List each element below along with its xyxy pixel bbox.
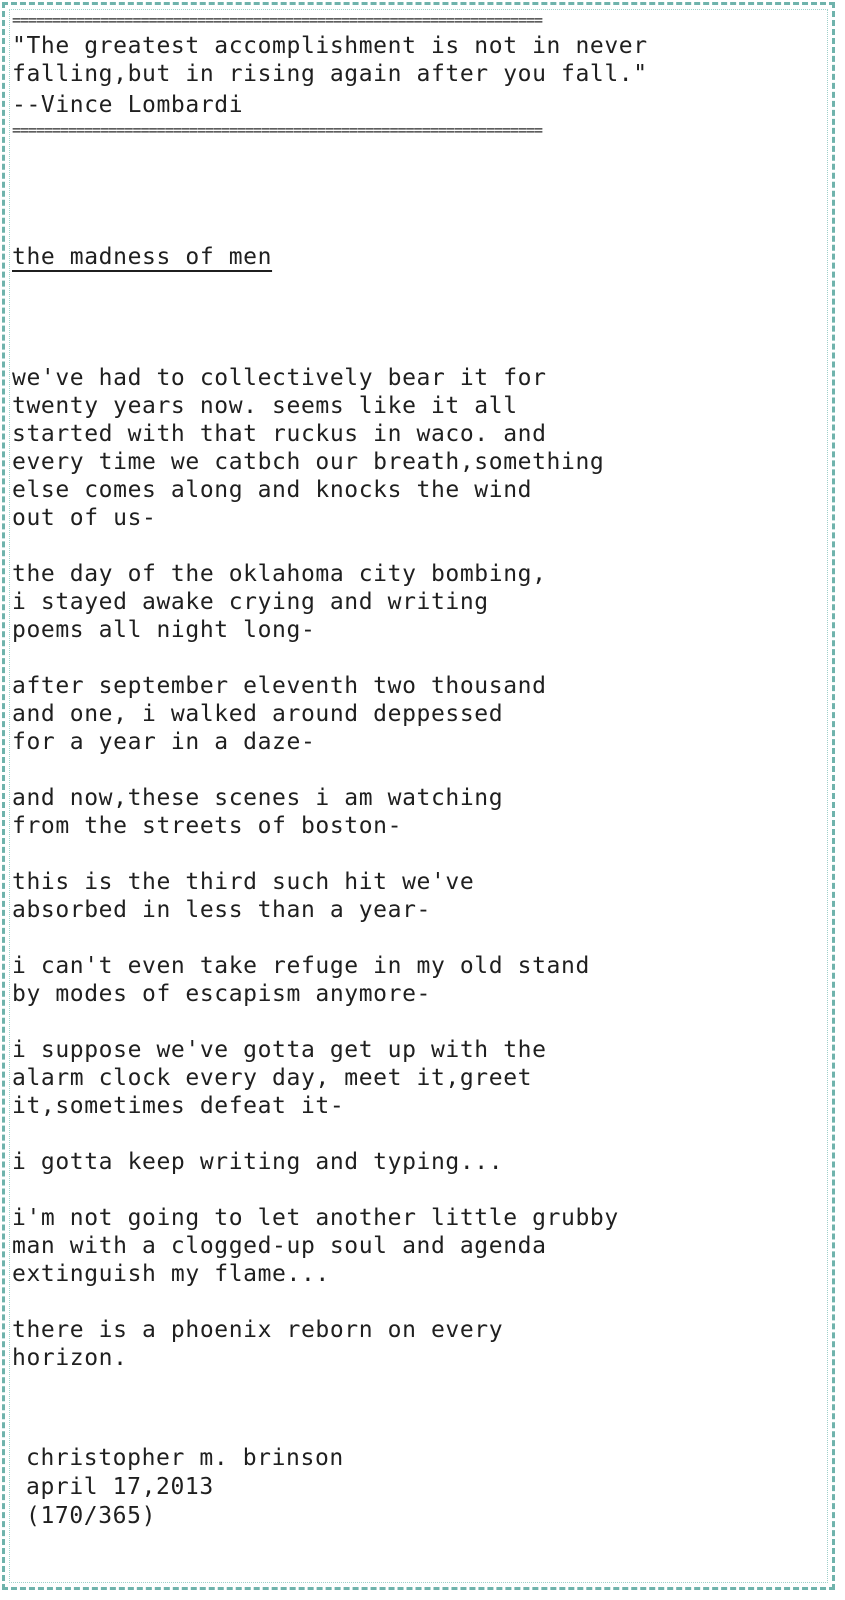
author-name: christopher m. brinson — [26, 1445, 344, 1471]
stanza-8: i gotta keep writing and typing... — [12, 1149, 504, 1175]
bottom-rule: ================================================================== — [12, 122, 543, 138]
stanza-7: i suppose we've gotta get up with the alarm clock every day, meet it,greet it,sometimes defeat it- — [12, 1037, 547, 1119]
stanza-4: and now,these scenes i am watching from the streets of boston- — [12, 785, 504, 839]
poem-count: (170/365) — [26, 1503, 157, 1529]
stanza-5: this is the third such hit we've absorbed in less than a year- — [12, 869, 475, 923]
stanza-3: after september eleventh two thousand and one, i walked around deppessed for a year in a daze- — [12, 673, 547, 755]
top-rule: ================================================================== — [12, 12, 543, 28]
signature-block — [26, 1444, 344, 1531]
epigraph-quote: "The greatest accomplishment is not in never falling,but in rising again after you fall." — [12, 33, 648, 87]
stanza-10: there is a phoenix reborn on every horizon. — [12, 1317, 504, 1371]
poem-title: the madness of men — [12, 244, 273, 270]
poem-body — [12, 364, 802, 1400]
stanza-2: the day of the oklahoma city bombing, i stayed awake crying and writing poems all night long- — [12, 561, 547, 643]
epigraph-attribution: --Vince Lombardi — [12, 92, 244, 118]
date: april 17,2013 — [26, 1474, 214, 1500]
document — [12, 12, 812, 1529]
stanza-9: i'm not going to let another little grubby man with a clogged-up soul and agenda extinguish my flame... — [12, 1205, 619, 1287]
stanza-6: i can't even take refuge in my old stand by modes of escapism anymore- — [12, 953, 590, 1007]
stanza-1: we've had to collectively bear it for twenty years now. seems like it all started with that ruckus in waco. and every time we catbch our breath,something else comes along and knocks the wind out of us- — [12, 365, 605, 531]
